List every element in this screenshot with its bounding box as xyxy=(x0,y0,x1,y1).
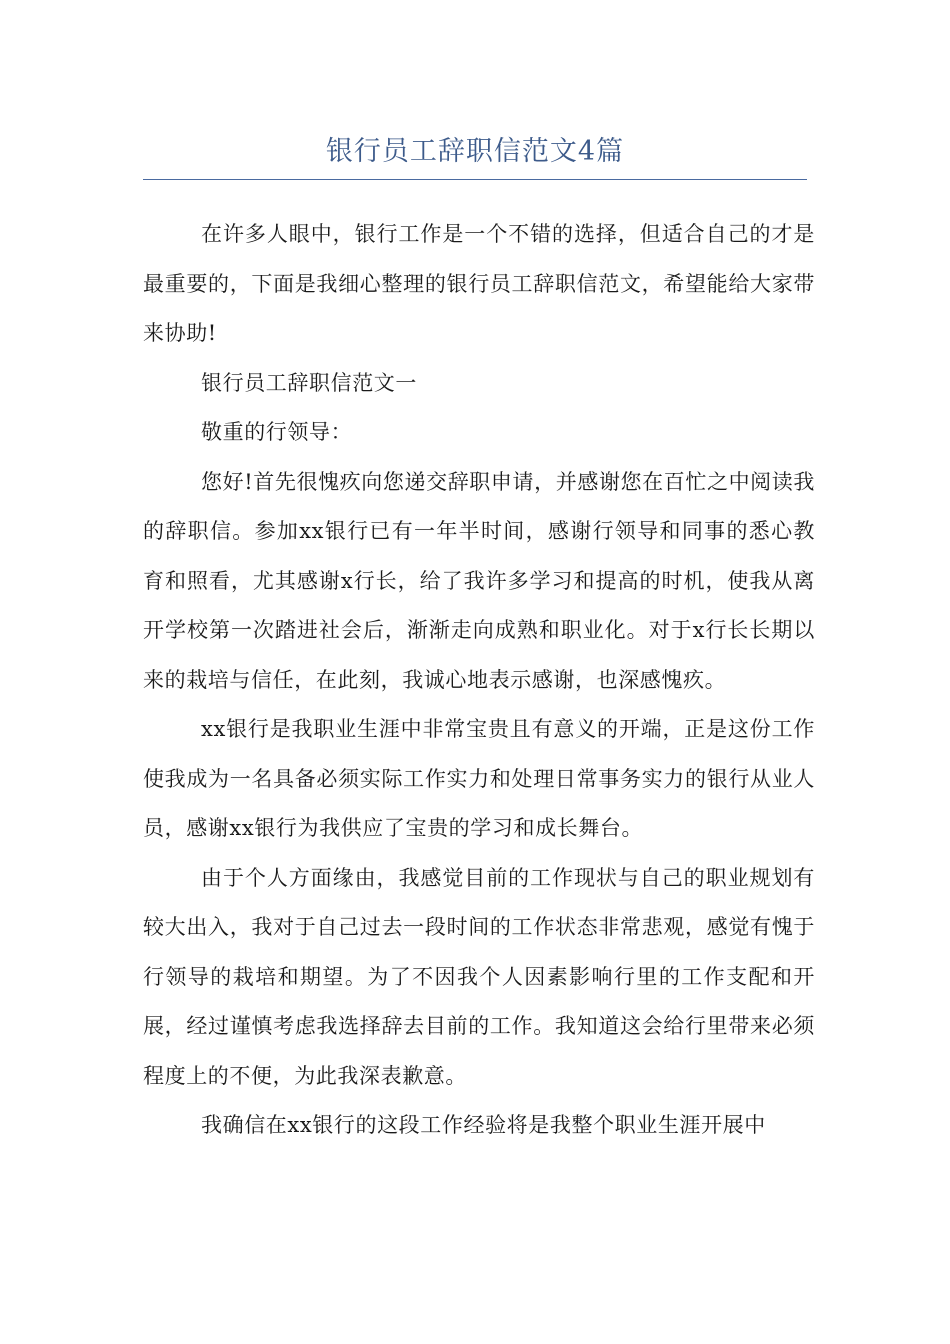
paragraph: 由于个人方面缘由，我感觉目前的工作现状与自己的职业规划有较大出入，我对于自己过去一段时间的工作状态非常悲观，感觉有愧于行领导的栽培和期望。为了不因我个人因素影响行里的工作支配和开展，经过谨慎考虑我选择辞去目前的工作。我知道这会给行里带来必须程度上的不便，为此我深表歉意。 xyxy=(143,865,815,1088)
salutation: 敬重的行领导： xyxy=(201,420,353,444)
paragraph: 您好!首先很愧疚向您递交辞职申请，并感谢您在百忙之中阅读我的辞职信。参加xx银行已有一年半时间，感谢行领导和同事的悉心教育和照看，尤其感谢x行长，给了我许多学习和提高的时机，使我从离开学校第一次踏进社会后，渐渐走向成熟和职业化。对于x行长长期以来的栽培与信任，在此刻，我诚心地表示感谢，也深感愧疚。 xyxy=(143,469,815,692)
document-body xyxy=(143,210,815,1151)
section-heading: 银行员工辞职信范文一 xyxy=(201,370,417,395)
paragraph: xx银行是我职业生涯中非常宝贵且有意义的开端，正是这份工作使我成为一名具备必须实际工作实力和处理日常事务实力的银行从业人员，感谢xx银行为我供应了宝贵的学习和成长舞台。 xyxy=(143,717,815,840)
paragraph-intro: 在许多人眼中，银行工作是一个不错的选择，但适合自己的才是最重要的，下面是我细心整理的银行员工辞职信范文，希望能给大家带来协助! xyxy=(143,222,815,345)
paragraph: 我确信在xx银行的这段工作经验将是我整个职业生涯开展中 xyxy=(201,1113,766,1137)
title-underline xyxy=(143,179,807,180)
document-title: 银行员工辞职信范文4篇 xyxy=(325,136,625,167)
